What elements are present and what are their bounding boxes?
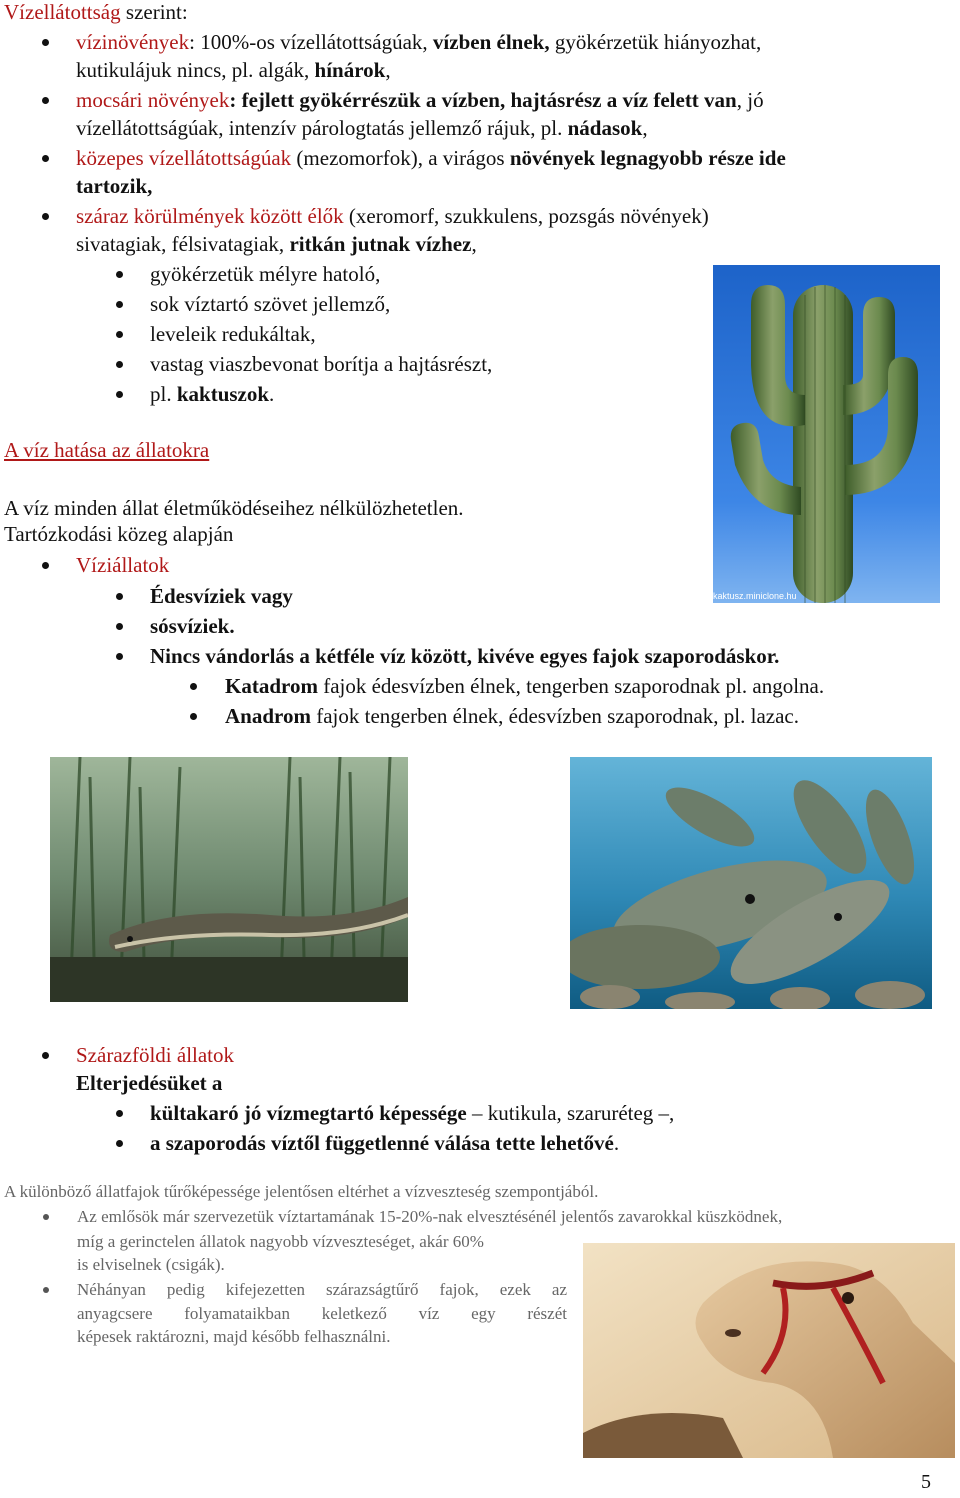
text: vízellátottságúak, intenzív párologtatás jellemző rájuk, pl. — [76, 116, 568, 140]
paragraph: A víz minden állat életműködéseihez nélkülözhetetlen. — [4, 496, 464, 520]
list-item-mesomorph — [76, 144, 786, 172]
text-bold: növények legnagyobb része ide — [509, 146, 786, 170]
bullet-icon — [116, 623, 123, 630]
text-bold: vízben élnek, — [432, 30, 550, 54]
bullet-icon — [190, 683, 197, 690]
text: fajok édesvízben élnek, tengerben szaporodnak pl. angolna. — [317, 674, 825, 698]
term: mocsári növények — [76, 88, 230, 112]
text-bold: ritkán jutnak vízhez — [289, 232, 472, 256]
list-item-aquatic-plants — [76, 28, 761, 56]
sub-item: sósvíziek. — [150, 614, 235, 638]
bullet-icon — [116, 1140, 123, 1147]
text: . — [269, 382, 275, 406]
bullet-icon — [42, 213, 49, 220]
text: pl. — [150, 382, 177, 406]
text: , jó — [736, 88, 764, 112]
sub-item-reproduction — [150, 1129, 619, 1157]
text-bold: a szaporodás víztől függetlenné válása tette lehetővé — [150, 1131, 614, 1155]
paragraph-tolerance: A különböző állatfajok tűrőképessége jelentősen eltérhet a vízveszteség szempontjából. — [4, 1182, 599, 1201]
bullet-icon — [116, 361, 123, 368]
list-item-drought-tolerant-cont: képesek raktározni, majd később felhasználni. — [77, 1327, 391, 1346]
paragraph: Elterjedésüket a — [76, 1071, 223, 1095]
bullet-icon — [116, 653, 123, 660]
text-bold: Anadrom — [225, 704, 311, 728]
text: : 100%-os vízellátottságúak, — [189, 30, 433, 54]
text-bold: : fejlett gyökérrészük a vízben, hajtásrész a víz felett van — [229, 88, 737, 112]
text: (xeromorf, szukkulens, pozsgás növények) — [343, 204, 709, 228]
text: (mezomorfok), a virágos — [291, 146, 510, 170]
list-item-aquatic-animals: Víziállatok — [76, 553, 170, 577]
list-item-aquatic-plants-cont — [76, 56, 391, 84]
text-bold: hínárok — [314, 58, 386, 82]
bullet-icon — [116, 593, 123, 600]
bullet-icon — [116, 271, 123, 278]
bullet-icon — [116, 1110, 123, 1117]
bullet-icon — [43, 1287, 49, 1293]
sub-sub-item-katadrom — [225, 672, 824, 700]
bullet-icon — [42, 562, 49, 569]
text-bold: Katadrom — [225, 674, 318, 698]
list-item-mesomorph-cont: tartozik, — [76, 174, 153, 198]
text: kutikulájuk nincs, pl. algák, — [76, 58, 315, 82]
heading-rest: szerint: — [120, 0, 188, 24]
text: – kutikula, szaruréteg –, — [466, 1101, 675, 1125]
sub-item: leveleik redukáltak, — [150, 322, 316, 346]
term: száraz körülmények között élők — [76, 204, 344, 228]
paragraph: Tartózkodási közeg alapján — [4, 522, 234, 546]
list-item-marsh-plants-cont — [76, 114, 648, 142]
bullet-icon — [190, 713, 197, 720]
heading-keyword: Vízellátottság — [4, 0, 121, 24]
list-item-xeromorph-cont — [76, 230, 477, 258]
text: , — [471, 232, 477, 256]
list-item-mammals: Az emlősök már szervezetük víztartamának 15-20%-nak elvesztésénél jelentős zavarokkal küszködnek, — [77, 1207, 783, 1226]
photo-watermark: kaktusz.miniclone.hu — [713, 591, 797, 601]
bullet-icon — [42, 1052, 49, 1059]
bullet-icon — [42, 155, 49, 162]
sub-sub-item-anadrom — [225, 702, 799, 730]
text-bold: kültakaró jó vízmegtartó képessége — [150, 1101, 467, 1125]
text: sivatagiak, félsivatagiak, — [76, 232, 290, 256]
bullet-icon — [116, 331, 123, 338]
text: , — [385, 58, 391, 82]
text: gyökérzetük hiányozhat, — [549, 30, 762, 54]
text-bold: nádasok — [567, 116, 643, 140]
text-bold: kaktuszok — [176, 382, 270, 406]
salmon-photo — [570, 757, 932, 1009]
list-item-mammals-cont: is elviselnek (csigák). — [77, 1255, 225, 1274]
camel-photo — [583, 1243, 955, 1458]
text: . — [613, 1131, 620, 1155]
sub-item: vastag viaszbevonat borítja a hajtásrészt, — [150, 352, 493, 376]
bullet-icon — [116, 391, 123, 398]
sub-item: gyökérzetük mélyre hatoló, — [150, 262, 381, 286]
sub-item: Édesvíziek vagy — [150, 584, 293, 608]
section-heading-water-supply — [4, 0, 188, 26]
cactus-photo — [713, 265, 940, 603]
bullet-icon — [42, 39, 49, 46]
term: közepes vízellátottságúak — [76, 146, 292, 170]
page-number: 5 — [921, 1471, 931, 1493]
list-item-drought-tolerant-cont: anyagcsere folyamataikban keletkező víz egy részét — [77, 1304, 567, 1323]
text: fajok tengerben élnek, édesvízben szaporodnak, pl. lazac. — [310, 704, 800, 728]
term: vízinövények — [76, 30, 190, 54]
bullet-icon — [42, 97, 49, 104]
list-item-mammals-cont: míg a gerinctelen állatok nagyobb vízveszteséget, akár 60% — [77, 1232, 484, 1251]
list-item-marsh-plants — [76, 86, 764, 114]
eel-photo — [50, 757, 408, 1002]
sub-item: sok víztartó szövet jellemző, — [150, 292, 391, 316]
list-item-xeromorph — [76, 202, 709, 230]
text: , — [642, 116, 648, 140]
bullet-icon — [116, 301, 123, 308]
list-item-drought-tolerant: Néhányan pedig kifejezetten szárazságtűrő fajok, ezek az — [77, 1280, 567, 1299]
list-item-land-animals: Szárazföldi állatok — [76, 1043, 235, 1067]
sub-item-skin — [150, 1099, 674, 1127]
bullet-icon — [43, 1214, 49, 1220]
sub-item: Nincs vándorlás a kétféle víz között, kivéve egyes fajok szaporodáskor. — [150, 644, 780, 668]
sub-item-example — [150, 380, 274, 408]
section-heading-animals: A víz hatása az állatokra — [4, 438, 210, 462]
